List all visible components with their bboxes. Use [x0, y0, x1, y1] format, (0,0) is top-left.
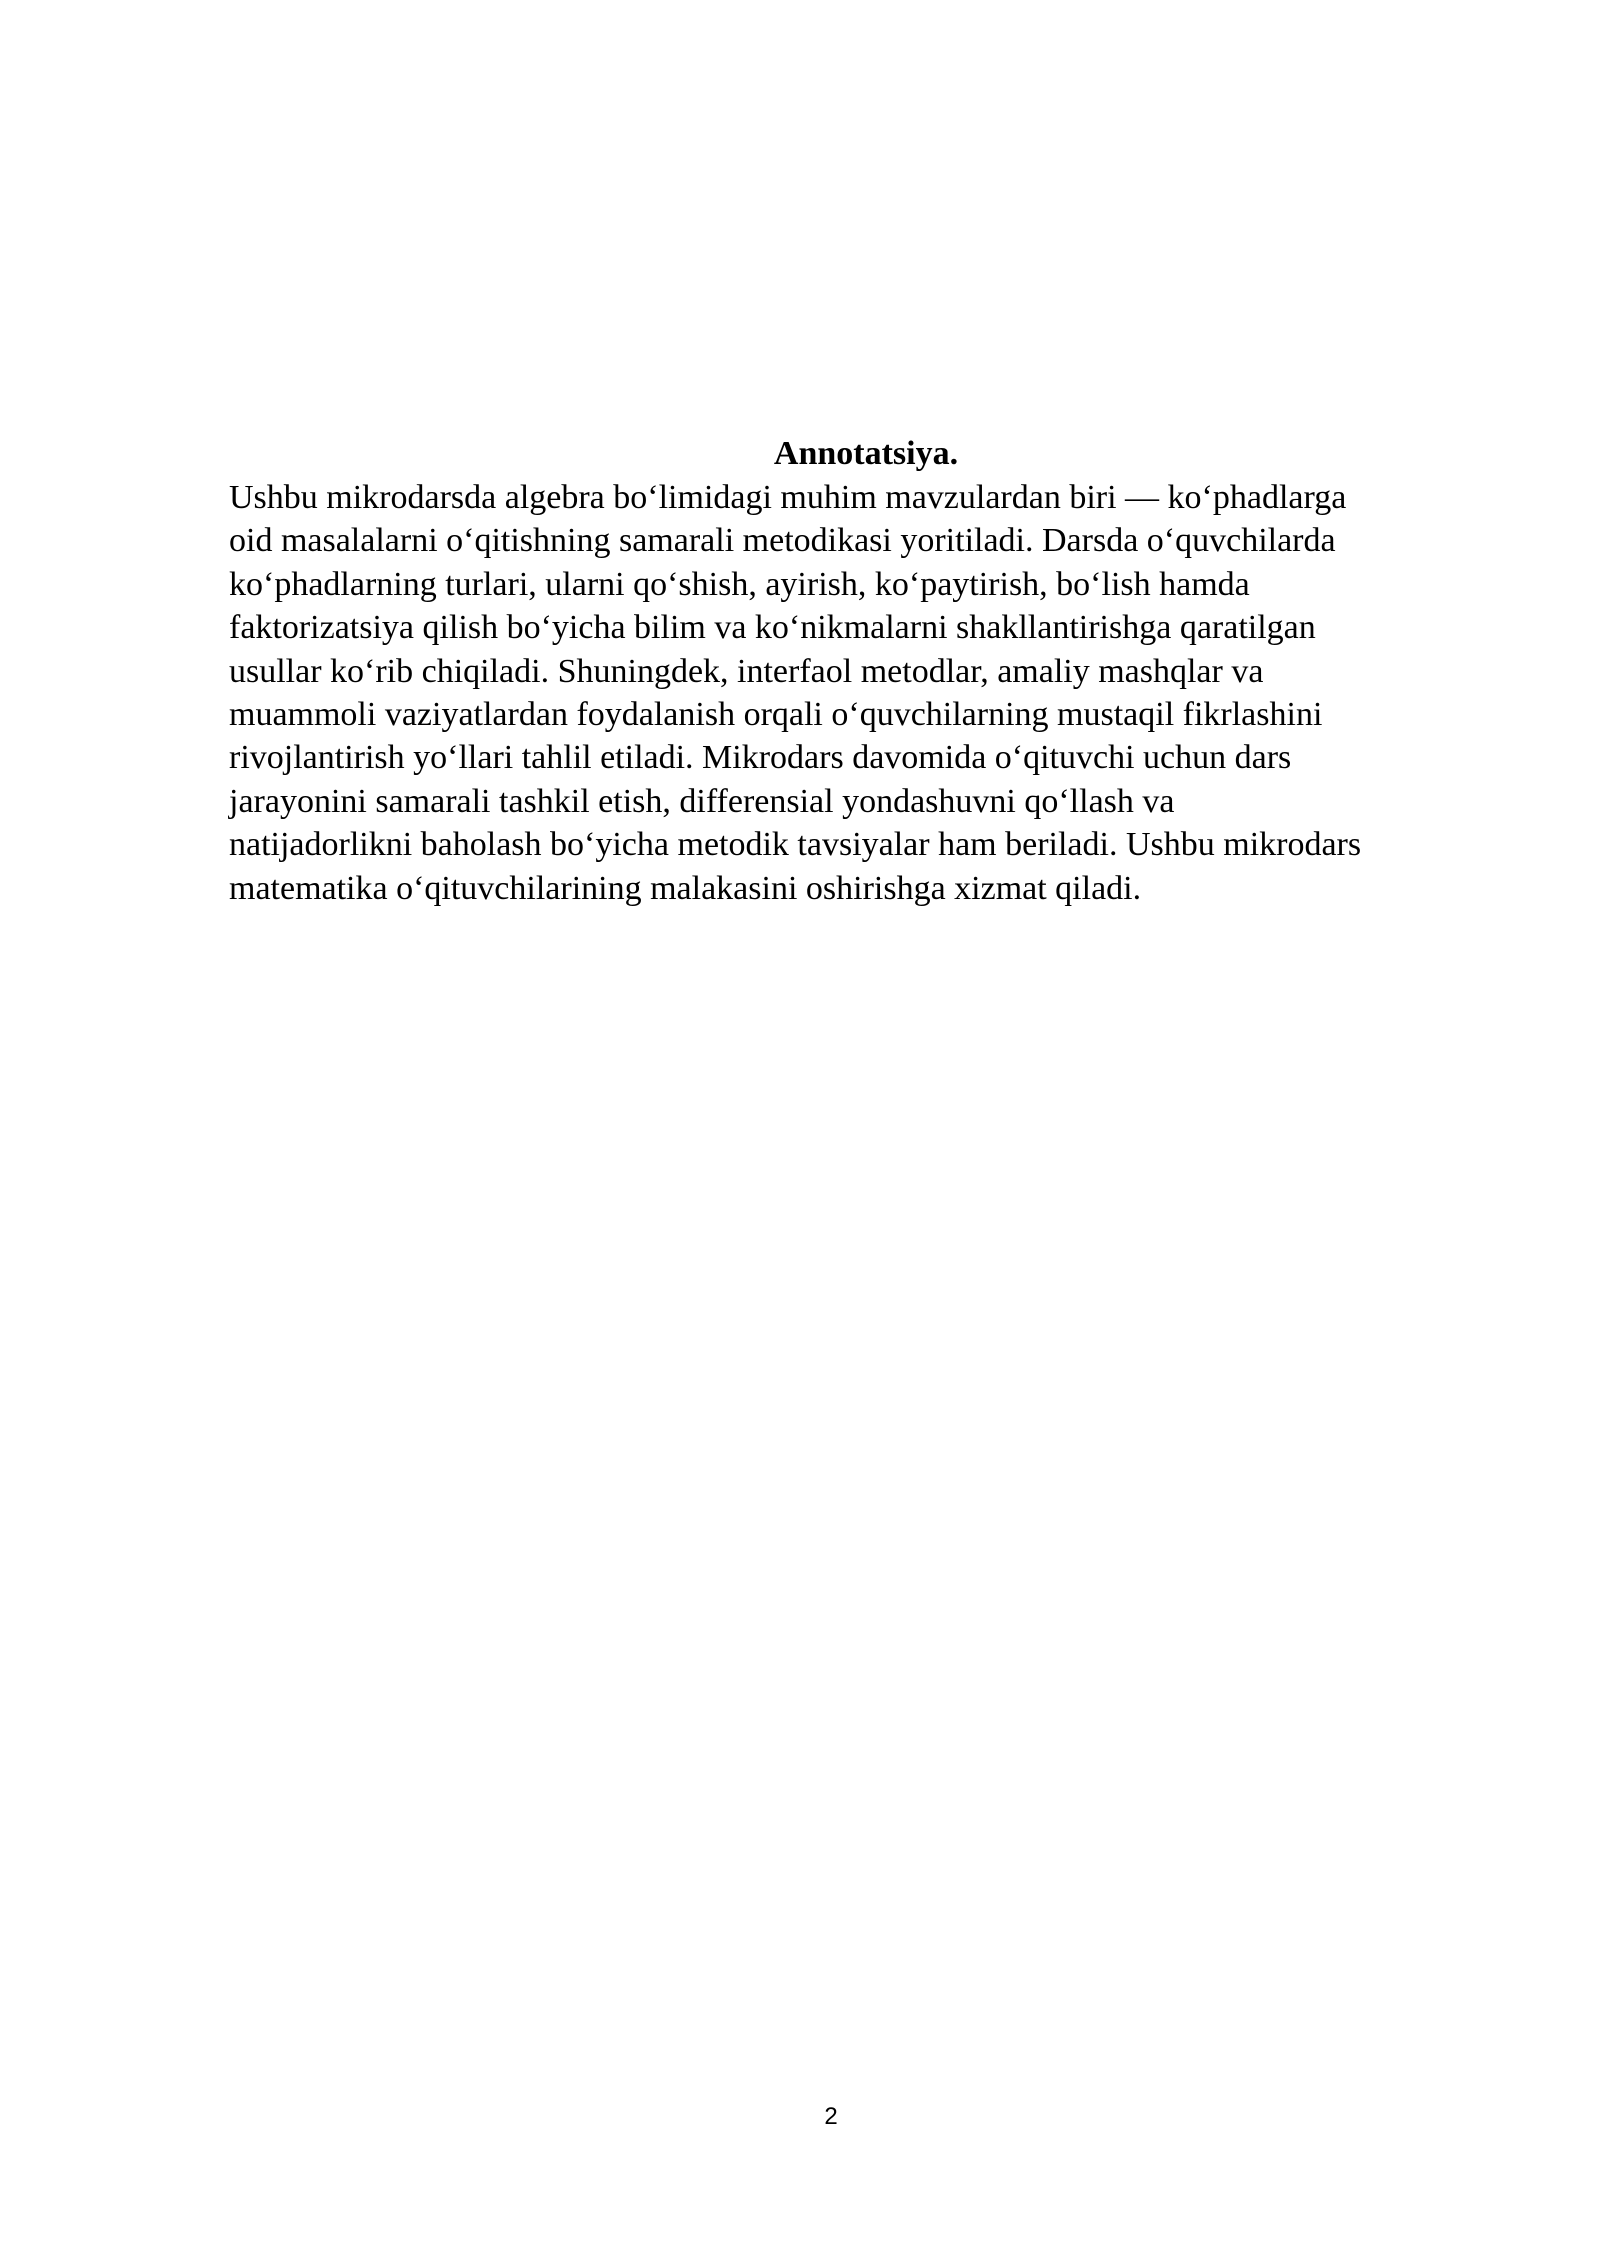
paragraph-line: natijadorlikni baholash bo‘yicha metodik tavsiyalar ham beriladi. Ushbu mikrodars	[229, 826, 1362, 864]
paragraph-line: usullar ko‘rib chiqiladi. Shuningdek, interfaol metodlar, amaliy mashqlar va	[229, 652, 1264, 690]
paragraph-line: faktorizatsiya qilish bo‘yicha bilim va ko‘nikmalarni shakllantirishga qaratilgan	[229, 609, 1316, 647]
paragraph-line: ko‘phadlarning turlari, ularni qo‘shish, ayirish, ko‘paytirish, bo‘lish hamda	[229, 565, 1250, 603]
page-number: 2	[824, 2103, 838, 2130]
paragraph-line: Ushbu mikrodarsda algebra bo‘limidagi muhim mavzulardan biri — ko‘phadlarga	[229, 479, 1347, 516]
paragraph-line: oid masalalarni o‘qitishning samarali metodikasi yoritiladi. Darsda o‘quvchilarda	[229, 522, 1336, 560]
paragraph-line: rivojlantirish yo‘llari tahlil etiladi. Mikrodars davomida o‘qituvchi uchun dars	[229, 739, 1292, 777]
annotation-section	[229, 432, 1491, 910]
paragraph-line: jarayonini samarali tashkil etish, differensial yondashuvni qo‘llash va	[229, 782, 1175, 820]
annotation-paragraph	[229, 476, 1491, 910]
annotation-title: Annotatsiya.	[773, 435, 959, 472]
paragraph-line: muammoli vaziyatlardan foydalanish orqali o‘quvchilarning mustaqil fikrlashini	[229, 696, 1323, 734]
paragraph-line: matematika o‘qituvchilarining malakasini oshirishga xizmat qiladi.	[229, 869, 1142, 907]
